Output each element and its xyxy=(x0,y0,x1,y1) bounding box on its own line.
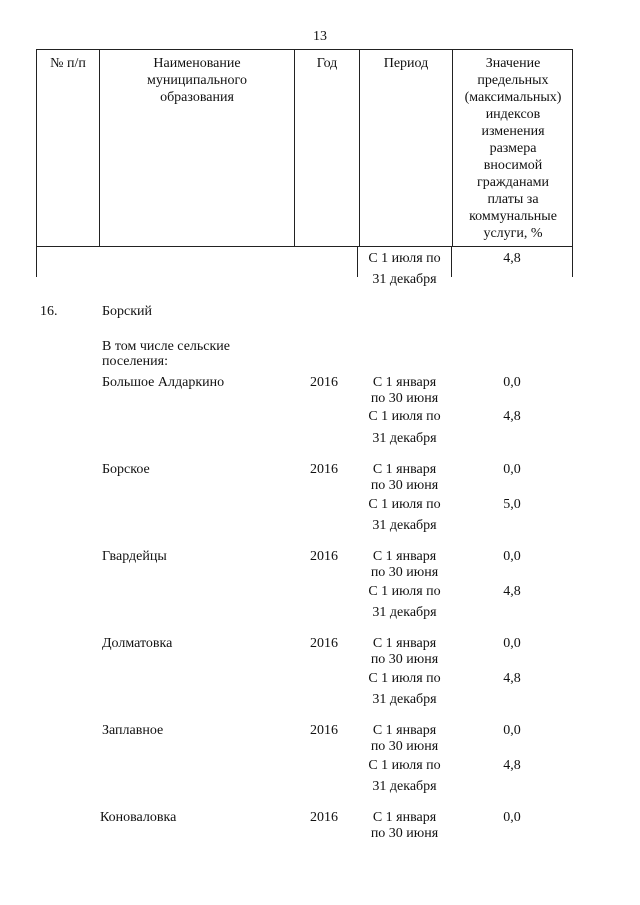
section-subheader-line1: В том числе сельские xyxy=(102,339,231,354)
header-name-line: образования xyxy=(160,90,234,105)
row-value2: 4,8 xyxy=(503,584,521,599)
row-period1-line2: по 30 июня xyxy=(370,739,439,754)
row-period1-line2: по 30 июня xyxy=(370,478,439,493)
row-year: 2016 xyxy=(310,549,338,564)
section-number: 16. xyxy=(40,304,58,319)
header-year: Год xyxy=(316,56,338,71)
row-year: 2016 xyxy=(310,810,338,825)
row-period1-line1: С 1 января xyxy=(372,375,437,390)
row-value2: 4,8 xyxy=(503,671,521,686)
row-value1: 0,0 xyxy=(503,636,521,651)
header-value xyxy=(453,55,573,242)
row-name: Большое Алдаркино xyxy=(102,375,225,390)
row-year: 2016 xyxy=(310,723,338,738)
header-value-line: размера xyxy=(489,141,537,156)
header-name-line: муниципального xyxy=(147,73,247,88)
row-period2-line1: С 1 июля по xyxy=(368,758,441,773)
row-period2-line2: 31 декабря xyxy=(372,605,437,620)
row-value1: 0,0 xyxy=(503,549,521,564)
header-value-line: индексов xyxy=(485,107,541,122)
row-period2-line2: 31 декабря xyxy=(372,779,437,794)
row-value1: 0,0 xyxy=(503,723,521,738)
header-value-line: вносимой xyxy=(483,158,543,173)
header-value-line: платы за xyxy=(487,192,539,207)
header-value-line: услуги, % xyxy=(483,226,543,241)
carry-over-period-line1: С 1 июля по xyxy=(368,251,441,266)
row-period1-line1: С 1 января xyxy=(372,636,437,651)
carry-over-value: 4,8 xyxy=(503,251,521,266)
header-name-line: Наименование xyxy=(153,56,241,71)
header-period: Период xyxy=(383,56,429,71)
row-period1-line2: по 30 июня xyxy=(370,652,439,667)
header-value-line: (максимальных) xyxy=(464,90,562,105)
row-period1-line2: по 30 июня xyxy=(370,826,439,841)
header-num: № п/п xyxy=(50,56,86,71)
table-header xyxy=(36,49,573,247)
row-name: Заплавное xyxy=(102,723,164,738)
header-value-line: гражданами xyxy=(476,175,550,190)
header-value-line: изменения xyxy=(481,124,545,139)
row-period2-line1: С 1 июля по xyxy=(368,584,441,599)
header-value-line: коммунальные xyxy=(469,209,557,224)
row-period2-line1: С 1 июля по xyxy=(368,671,441,686)
header-value-line: Значение xyxy=(485,56,541,71)
column-divider xyxy=(359,50,360,246)
row-period2-line1: С 1 июля по xyxy=(368,497,441,512)
row-year: 2016 xyxy=(310,375,338,390)
row-value1: 0,0 xyxy=(503,375,521,390)
row-value2: 4,8 xyxy=(503,758,521,773)
page-number: 13 xyxy=(313,29,327,44)
row-value2: 5,0 xyxy=(503,497,521,512)
row-period1-line1: С 1 января xyxy=(372,810,437,825)
header-value-line: предельных xyxy=(477,73,549,88)
row-name: Гвардейцы xyxy=(102,549,167,564)
row-value1: 0,0 xyxy=(503,462,521,477)
column-divider xyxy=(294,50,295,246)
carry-over-period-line2: 31 декабря xyxy=(372,272,437,287)
row-period1-line1: С 1 января xyxy=(372,462,437,477)
row-period1-line2: по 30 июня xyxy=(370,565,439,580)
row-value1: 0,0 xyxy=(503,810,521,825)
row-name: Коноваловка xyxy=(100,810,177,825)
row-period1-line1: С 1 января xyxy=(372,549,437,564)
row-name: Борское xyxy=(102,462,150,477)
table-border-stub xyxy=(572,247,573,277)
row-period2-line2: 31 декабря xyxy=(372,431,437,446)
header-name xyxy=(100,55,294,106)
row-period2-line2: 31 декабря xyxy=(372,518,437,533)
row-period2-line1: С 1 июля по xyxy=(368,409,441,424)
section-subheader-line2: поселения: xyxy=(102,354,168,369)
row-period1-line1: С 1 января xyxy=(372,723,437,738)
row-period2-line2: 31 декабря xyxy=(372,692,437,707)
row-year: 2016 xyxy=(310,462,338,477)
row-year: 2016 xyxy=(310,636,338,651)
row-period1-line2: по 30 июня xyxy=(370,391,439,406)
table-border-stub xyxy=(36,247,37,277)
row-name: Долматовка xyxy=(102,636,173,651)
section-name: Борский xyxy=(102,304,153,319)
row-value2: 4,8 xyxy=(503,409,521,424)
